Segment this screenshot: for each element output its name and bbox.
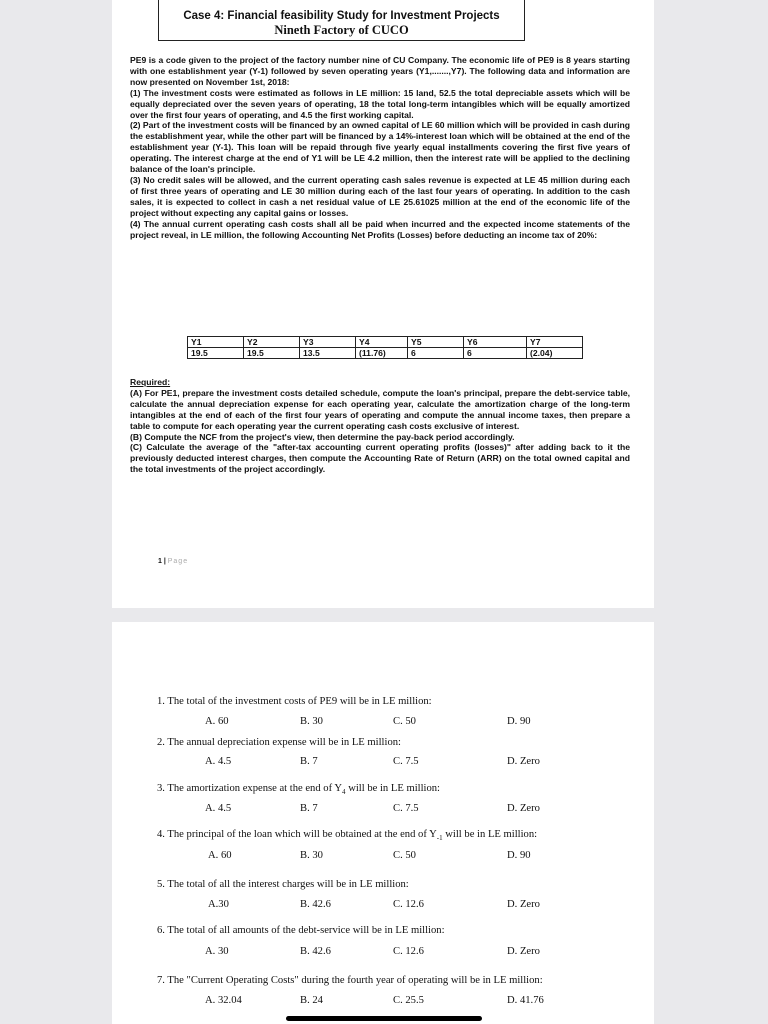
table-header-cell: Y6 <box>464 337 527 348</box>
question-4-text: 4. The principal of the loan which will be obtained at the end of Y <box>157 829 437 840</box>
item-3: (3) No credit sales will be allowed, and the current operating cash sales revenue is expected at LE 45 million during each of first three years of operating and LE 30 million during each of the last four years of operating. In addition to the cash sales, it is expected to collect in cash a net residual value of LE 25.61025 million at the end of the economic life of the project without expecting any capital gains or losses. <box>130 174 630 218</box>
case-title: Case 4: Financial feasibility Study for Investment Projects <box>183 10 500 22</box>
question-4-text-end: will be in LE million: <box>442 829 538 840</box>
table-cell: 6 <box>464 348 527 359</box>
required-c: (C) Calculate the average of the "after-tax accounting current operating profits (losses)" after adding back to it the previously deducted interest charges, then compute the Accounting Rate of Return (ARR) on the total owned capital and the total investments of the project accordingly. <box>130 442 630 475</box>
page-label: Page <box>167 558 189 565</box>
case-body <box>130 55 630 240</box>
question-4-option-a: A. 60 <box>208 850 232 861</box>
table-header-cell: Y7 <box>527 337 583 348</box>
page-number <box>158 558 188 565</box>
net-profits-table <box>187 336 583 359</box>
table-header-cell: Y1 <box>188 337 244 348</box>
question-1-option-a: A. 60 <box>205 716 229 727</box>
table-cell: (11.76) <box>356 348 408 359</box>
table-cell: (2.04) <box>527 348 583 359</box>
document-page-2 <box>112 622 654 1024</box>
table-header-cell: Y5 <box>408 337 464 348</box>
question-5: 5. The total of all the interest charges will be in LE million: <box>157 879 409 890</box>
question-2-option-c: C. 7.5 <box>393 756 419 767</box>
table-header-cell: Y2 <box>244 337 300 348</box>
item-4: (4) The annual current operating cash costs shall all be paid when incurred and the expected income statements of the project reveal, in LE million, the following Accounting Net Profits (Losses) before deducting an income tax of 20%: <box>130 218 630 240</box>
question-2-option-a: A. 4.5 <box>205 756 232 767</box>
question-5-option-d: D. Zero <box>507 899 540 910</box>
question-3-option-d: D. Zero <box>507 803 540 814</box>
question-7-option-c: C. 25.5 <box>393 995 424 1006</box>
question-1-option-c: C. 50 <box>393 716 416 727</box>
question-1: 1. The total of the investment costs of PE9 will be in LE million: <box>157 696 432 707</box>
question-3 <box>157 783 440 796</box>
table-cell: 19.5 <box>188 348 244 359</box>
question-4-option-b: B. 30 <box>300 850 323 861</box>
title-box <box>158 0 525 41</box>
case-subtitle: Nineth Factory of CUCO <box>274 23 409 37</box>
question-5-option-a: A.30 <box>208 899 229 910</box>
required-section <box>130 377 630 475</box>
question-2: 2. The annual depreciation expense will be in LE million: <box>157 737 401 748</box>
question-6-option-c: C. 12.6 <box>393 946 424 957</box>
table-cell: 19.5 <box>244 348 300 359</box>
question-7: 7. The "Current Operating Costs" during the fourth year of operating will be in LE million: <box>157 975 543 986</box>
question-1-option-b: B. 30 <box>300 716 323 727</box>
table-cell: 13.5 <box>300 348 356 359</box>
question-1-option-d: D. 90 <box>507 716 531 727</box>
question-3-text: 3. The amortization expense at the end of Y <box>157 783 343 794</box>
question-5-option-c: C. 12.6 <box>393 899 424 910</box>
question-7-option-b: B. 24 <box>300 995 323 1006</box>
question-3-option-a: A. 4.5 <box>205 803 232 814</box>
page-number-value: 1 | <box>158 558 166 565</box>
question-7-option-d: D. 41.76 <box>507 995 544 1006</box>
intro-paragraph: PE9 is a code given to the project of the factory number nine of CU Company. The economic life of PE9 is 8 years starting with one establishment year (Y-1) followed by seven operating years (Y1,.......,Y7). The following data and information are now presented on November 1st, 2018: <box>130 55 630 87</box>
home-indicator[interactable] <box>286 1016 482 1021</box>
question-4-option-c: C. 50 <box>393 850 416 861</box>
table-header-cell: Y3 <box>300 337 356 348</box>
document-page-1 <box>112 0 654 608</box>
required-heading: Required: <box>130 377 171 387</box>
question-6-option-a: A. 30 <box>205 946 229 957</box>
question-4 <box>157 829 537 842</box>
question-5-option-b: B. 42.6 <box>300 899 331 910</box>
question-2-option-d: D. Zero <box>507 756 540 767</box>
required-a: (A) For PE1, prepare the investment costs detailed schedule, compute the loan's principal, prepare the debt-service table, calculate the annual depreciation expense for each operating year, calculate the amortization charge of the long-term intangibles at the end of each of the first four years of operating and compute the annual income taxes, then prepare a table to compute for each operating year the current operating cash costs exclusive of interest. <box>130 387 630 431</box>
question-7-option-a: A. 32.04 <box>205 995 242 1006</box>
question-3-option-c: C. 7.5 <box>393 803 419 814</box>
required-b: (B) Compute the NCF from the project's view, then determine the pay-back period accordingly. <box>130 431 515 442</box>
item-2: (2) Part of the investment costs will be financed by an owned capital of LE 60 million which will be provided in cash during the establishment year, while the other part will be financed by a 14%-interest loan which will be obtained at the end of the establishment year (Y-1). This loan will be repaid through five yearly equal installments covering the first five years of operating. The interest charge at the end of Y1 will be LE 4.2 million, then the interest rate will be applied to the declining balance of the loan's principle. <box>130 120 630 175</box>
question-4-subscript: -1 <box>436 834 443 843</box>
question-6-option-d: D. Zero <box>507 946 540 957</box>
table-header-row <box>188 337 583 348</box>
question-6: 6. The total of all amounts of the debt-service will be in LE million: <box>157 925 445 936</box>
question-3-option-b: B. 7 <box>300 803 318 814</box>
question-6-option-b: B. 42.6 <box>300 946 331 957</box>
question-3-subscript: 4 <box>342 788 346 797</box>
table-row <box>188 348 583 359</box>
question-4-option-d: D. 90 <box>507 850 531 861</box>
question-3-text-end: will be in LE million: <box>345 783 441 794</box>
table-header-cell: Y4 <box>356 337 408 348</box>
question-2-option-b: B. 7 <box>300 756 318 767</box>
item-1: (1) The investment costs were estimated as follows in LE million: 15 land, 52.5 the total depreciable assets which will be equally depreciated over the seven years of operating, 18 the total long-term intangibles which will be equally amortized over the first four years of operating, and 4.5 the first working capital. <box>130 87 630 120</box>
table-cell: 6 <box>408 348 464 359</box>
